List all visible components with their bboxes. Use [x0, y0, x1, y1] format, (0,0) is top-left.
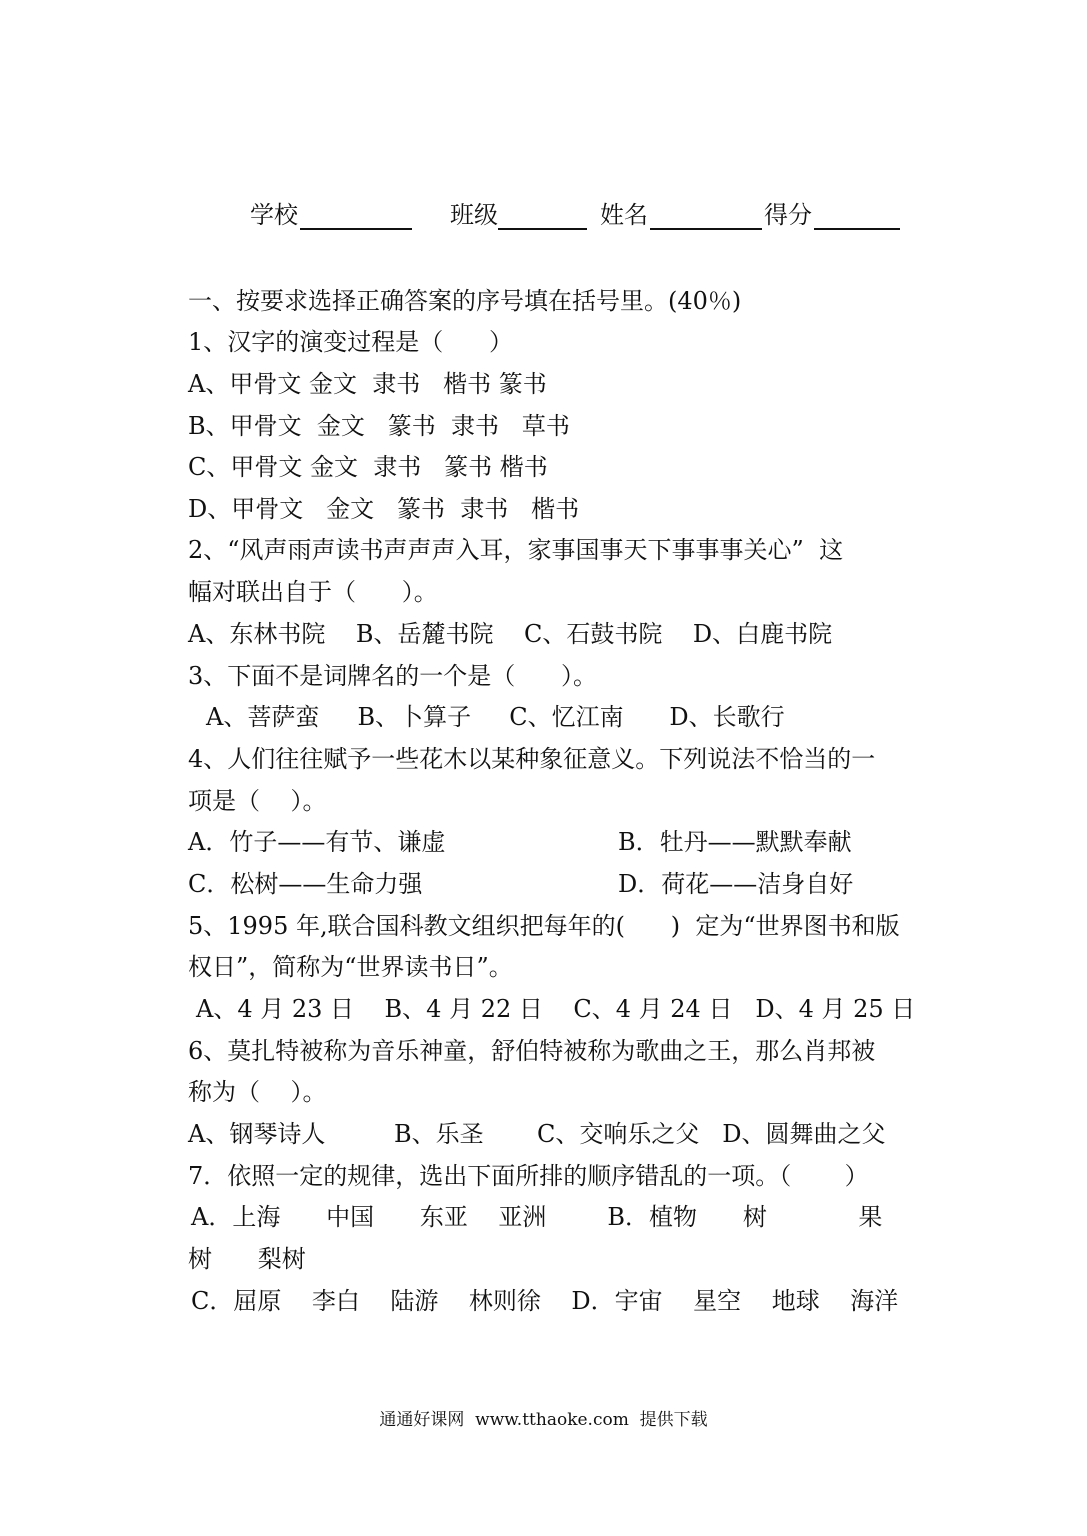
page-footer: 通通好课网 www.tthaoke.com 提供下载 — [379, 1410, 708, 1430]
question-stem-line2: 称为（ ）。 — [188, 1078, 327, 1106]
name-blank[interactable] — [650, 228, 762, 230]
option-b: B．牡丹——默默奉献 — [618, 828, 852, 856]
option-d: D、甲骨文 金文 篆书 隶书 楷书 — [188, 495, 580, 523]
question-stem-line1: 2、“风声雨声读书声声声入耳，家事国事天下事事事关心” 这 — [188, 536, 844, 564]
score-blank[interactable] — [814, 228, 900, 230]
question-stem: 1、汉字的演变过程是（ ） — [188, 328, 514, 356]
question-stem-line1: 5、1995 年,联合国科教文组织把每年的( ) 定为“世界图书和版 — [188, 912, 900, 940]
question-stem-line2: 幅对联出自于（ ）。 — [188, 578, 438, 606]
school-label: 学校 — [250, 201, 298, 229]
option-c: C．松树——生命力强 — [188, 870, 423, 898]
class-label: 班级 — [450, 201, 498, 229]
score-label: 得分 — [764, 201, 812, 229]
question-stem-line2: 权日”，简称为“世界读书日”。 — [188, 953, 513, 981]
question-options: A、菩萨蛮 B、卜算子 C、忆江南 D、长歌行 — [206, 703, 785, 731]
question-options: A、钢琴诗人 B、乐圣 C、交响乐之父 D、圆舞曲之父 — [188, 1120, 886, 1148]
school-blank[interactable] — [300, 228, 412, 230]
options-line-2: 树 梨树 — [188, 1245, 306, 1273]
question-stem: 7．依照一定的规律，选出下面所排的顺序错乱的一项。（ ） — [188, 1162, 869, 1190]
question-options: A、东林书院 B、岳麓书院 C、石鼓书院 D、白鹿书院 — [188, 620, 833, 648]
question-options: A、4 月 23 日 B、4 月 22 日 C、4 月 24 日 D、4 月 25 日 — [196, 995, 916, 1023]
option-d: D．荷花——洁身自好 — [618, 870, 854, 898]
question-stem-line1: 4、人们往往赋予一些花木以某种象征意义。下列说法不恰当的一 — [188, 745, 876, 773]
option-b: B、甲骨文 金文 篆书 隶书 草书 — [188, 412, 570, 440]
options-line-1: A．上海 中国 东亚 亚洲 B．植物 树 果 — [191, 1203, 883, 1231]
question-stem: 3、下面不是词牌名的一个是（ ）。 — [188, 662, 598, 690]
question-stem-line2: 项是（ ）。 — [188, 787, 327, 815]
name-label: 姓名 — [600, 201, 648, 229]
option-a: A．竹子——有节、谦虚 — [188, 828, 446, 856]
section-title: 一、按要求选择正确答案的序号填在括号里。(40％) — [188, 287, 742, 315]
options-line-3: C．屈原 李白 陆游 林则徐 D．宇宙 星空 地球 海洋 — [191, 1287, 899, 1315]
option-c: C、甲骨文 金文 隶书 篆书 楷书 — [188, 453, 548, 481]
class-blank[interactable] — [498, 228, 587, 230]
question-stem-line1: 6、莫扎特被称为音乐神童，舒伯特被称为歌曲之王，那么肖邦被 — [188, 1037, 876, 1065]
option-a: A、甲骨文 金文 隶书 楷书 篆书 — [188, 370, 547, 398]
